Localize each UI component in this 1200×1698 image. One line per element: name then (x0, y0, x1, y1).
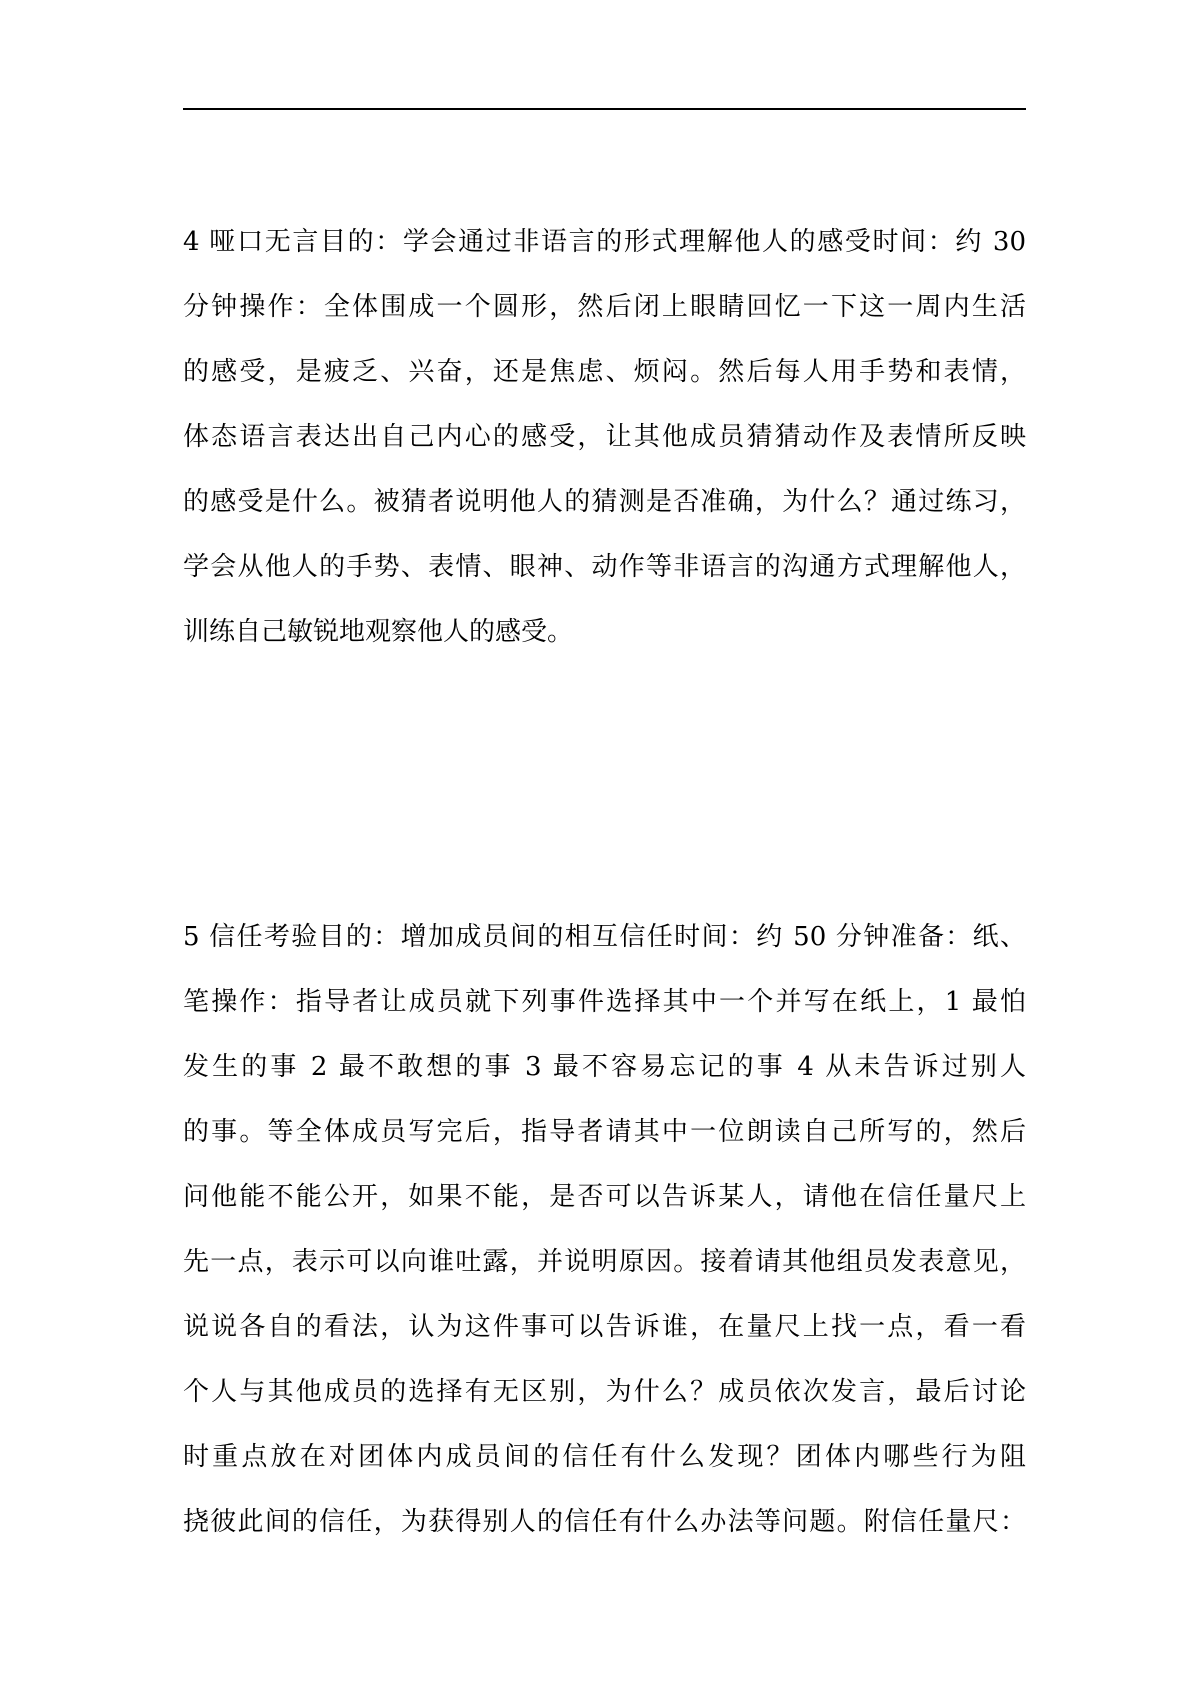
paragraph-line: 发生的事 2 最不敢想的事 3 最不容易忘记的事 4 从未告诉过别人 (183, 1052, 1026, 1082)
paragraph-line: 的感受，是疲乏、兴奋，还是焦虑、烦闷。然后每人用手势和表情， (183, 357, 1026, 387)
paragraph-line: 挠彼此间的信任，为获得别人的信任有什么办法等问题。附信任量尺： (183, 1507, 1026, 1537)
paragraph-line: 说说各自的看法，认为这件事可以告诉谁，在量尺上找一点，看一看 (183, 1312, 1026, 1342)
header-rule (183, 108, 1026, 110)
paragraph-line: 个人与其他成员的选择有无区别，为什么？成员依次发言，最后讨论 (183, 1377, 1026, 1407)
paragraph-line: 先一点，表示可以向谁吐露，并说明原因。接着请其他组员发表意见， (183, 1247, 1026, 1277)
section-5-paragraph (183, 905, 1026, 1555)
paragraph-line: 体态语言表达出自己内心的感受，让其他成员猜猜动作及表情所反映 (183, 422, 1026, 452)
paragraph-line: 时重点放在对团体内成员间的信任有什么发现？团体内哪些行为阻 (183, 1442, 1026, 1472)
paragraph-line: 的感受是什么。被猜者说明他人的猜测是否准确，为什么？通过练习， (183, 487, 1026, 517)
paragraph-line: 的事。等全体成员写完后，指导者请其中一位朗读自己所写的，然后 (183, 1117, 1026, 1147)
paragraph-line: 问他能不能公开，如果不能，是否可以告诉某人，请他在信任量尺上 (183, 1182, 1026, 1212)
section-4-paragraph (183, 210, 1026, 665)
paragraph-line: 5 信任考验目的：增加成员间的相互信任时间：约 50 分钟准备：纸、 (183, 922, 1026, 952)
paragraph-line: 学会从他人的手势、表情、眼神、动作等非语言的沟通方式理解他人， (183, 552, 1026, 582)
paragraph-line: 训练自己敏锐地观察他人的感受。 (183, 617, 574, 647)
paragraph-line: 4 哑口无言目的：学会通过非语言的形式理解他人的感受时间：约 30 (183, 227, 1026, 257)
paragraph-line: 分钟操作：全体围成一个圆形，然后闭上眼睛回忆一下这一周内生活 (183, 292, 1026, 322)
paragraph-line: 笔操作：指导者让成员就下列事件选择其中一个并写在纸上，1 最怕 (183, 987, 1026, 1017)
